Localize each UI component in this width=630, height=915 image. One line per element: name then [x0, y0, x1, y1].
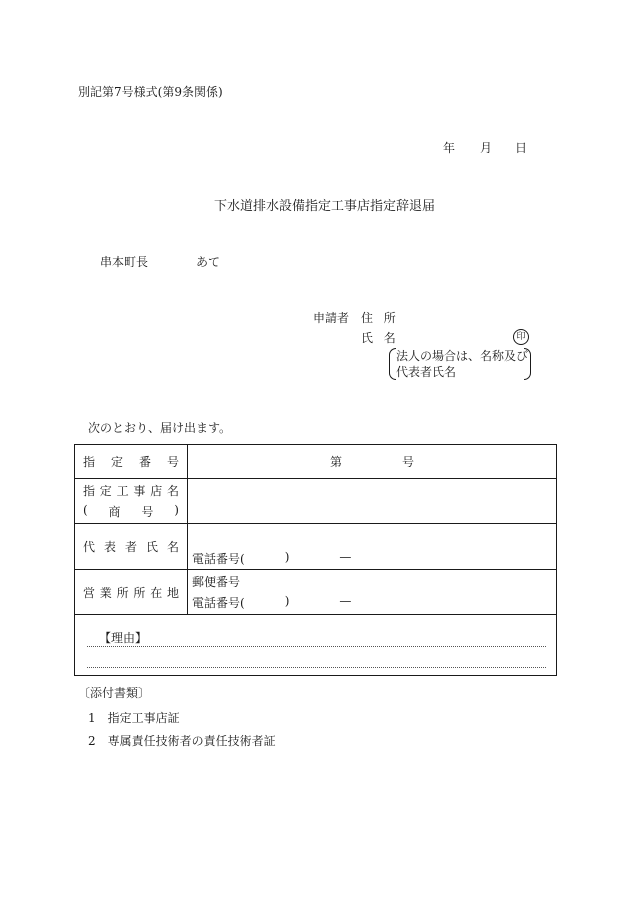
contractor-name-cell[interactable]	[188, 479, 557, 524]
number-prefix: 第	[329, 455, 342, 469]
addressee-suffix: あて	[196, 255, 221, 269]
date-day-label: 日	[515, 141, 528, 155]
number-suffix: 号	[402, 455, 415, 469]
document-title: 下水道排水設備指定工事店指定辞退届	[214, 199, 436, 214]
representative-label: 代 表 者 氏 名	[83, 540, 179, 554]
representative-phone: 電話番号( ) —	[192, 550, 352, 566]
reason-cell[interactable]	[75, 615, 557, 676]
name-label: 氏名	[361, 331, 407, 345]
contractor-name-label: 指 定 工 事 店 名 ( 商 号 )	[83, 484, 179, 519]
form-table	[74, 444, 557, 676]
date-year-label: 年	[443, 141, 456, 155]
table-row	[75, 570, 557, 615]
office-address-label: 営 業 所 所 在 地	[83, 585, 179, 600]
form-label: 別記第7号様式(第9条関係)	[78, 85, 223, 99]
seal-icon: 印	[513, 329, 529, 345]
office-address-cell[interactable]	[188, 570, 557, 615]
corporate-note-line2: 代表者氏名	[396, 365, 457, 379]
designation-number-label: 指 定 番 号	[83, 455, 179, 469]
attachments-title: 〔添付書類〕	[78, 686, 151, 700]
address-label: 住所	[361, 311, 407, 325]
designation-number-label-cell	[75, 445, 188, 479]
note-bracket-left	[389, 348, 396, 380]
reason-label: 【理由】	[99, 630, 148, 645]
representative-label-cell	[75, 524, 188, 570]
attachment-item: 1 指定工事店証	[88, 711, 180, 725]
applicant-label: 申請者	[313, 311, 350, 325]
office-address-label-cell	[75, 570, 188, 615]
office-phone: 電話番号( ) —	[192, 594, 352, 610]
postal-code-label: 郵便番号	[192, 575, 241, 589]
table-row	[75, 445, 557, 479]
reason-line	[87, 647, 546, 668]
table-row	[75, 615, 557, 676]
table-row	[75, 479, 557, 524]
designation-number-cell[interactable]	[188, 445, 557, 479]
table-row	[75, 524, 557, 570]
representative-cell[interactable]	[188, 524, 557, 570]
corporate-note-line1: 法人の場合は、名称及び	[396, 349, 529, 363]
date-month-label: 月	[480, 141, 493, 155]
attachment-item: 2 専属責任技術者の責任技術者証	[88, 734, 276, 748]
contractor-name-label-cell	[75, 479, 188, 524]
intro-text: 次のとおり、届け出ます。	[88, 421, 232, 435]
addressee-name: 串本町長	[100, 255, 149, 269]
